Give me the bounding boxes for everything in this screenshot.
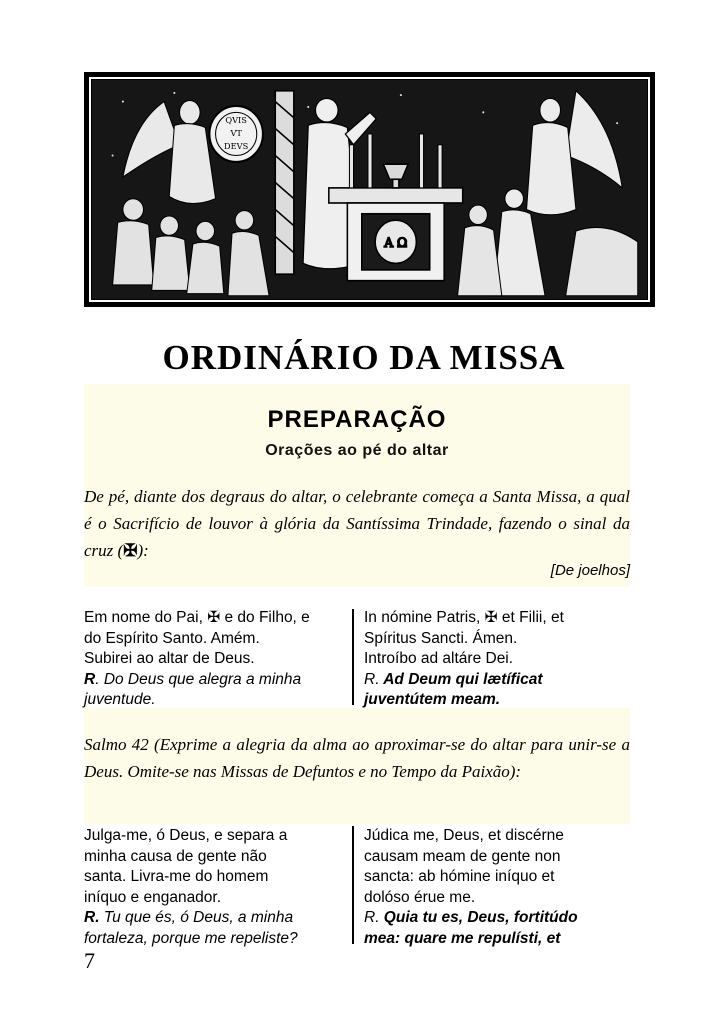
emblem-text-2: VT — [230, 127, 242, 139]
quis-ut-deus-emblem — [209, 106, 263, 162]
vernacular-line: Em nome do Pai, ✠ e do Filho, e — [84, 609, 310, 626]
vernacular-response-cont: juventude. — [84, 691, 156, 708]
vernacular-line: do Espírito Santo. Amém. — [84, 629, 260, 647]
page-title: ORDINÁRIO DA MISSA — [162, 338, 566, 377]
vernacular-response: R. Tu que és, ó Deus, a minha — [84, 909, 294, 926]
header-illustration — [84, 72, 655, 307]
vernacular-column-1 — [84, 608, 346, 711]
opening-rubric — [84, 483, 630, 564]
psalm-rubric: Salmo 42 (Exprime a alegria da alma ao aproximar-se do altar para unir-se a Deus. Omite-se nas Missas de Defuntos e no Tempo da Paixão): — [84, 735, 630, 781]
altar-scene-image — [92, 80, 647, 299]
altar-monogram: A Ω — [384, 234, 408, 251]
vernacular-response: R. Do Deus que alegra a minha — [84, 670, 302, 688]
vernacular-response-cont: fortaleza, porque me repeliste? — [84, 929, 298, 947]
latin-line: Introíbo ad altáre Dei. — [364, 650, 514, 667]
emblem-text-1: QVIS — [225, 114, 247, 126]
latin-line: sancta: ab hómine iníquo et — [364, 868, 555, 885]
latin-column-2 — [364, 826, 630, 949]
response-marker: R. — [84, 909, 100, 926]
latin-line: Júdica me, Deus, et discérne — [364, 827, 564, 844]
emblem-text-3: DEVS — [224, 140, 249, 152]
latin-response-cont: mea: quare me repulísti, et — [364, 929, 561, 947]
latin-column-1 — [364, 608, 630, 711]
latin-line: causam meam de gente non — [364, 847, 561, 865]
latin-line: In nómine Patris, ✠ et Filii, et — [364, 609, 564, 626]
section-subtitle: Orações ao pé do altar — [265, 442, 449, 459]
latin-line: dolóso érue me. — [364, 888, 476, 906]
vernacular-line: minha causa de gente não — [84, 847, 267, 865]
kneel-instruction: [De joelhos] — [550, 562, 630, 579]
vernacular-line: Subirei ao altar de Deus. — [84, 650, 255, 667]
altar-scene-svg — [92, 80, 647, 299]
response-marker: R. — [364, 670, 380, 688]
sign-of-cross-icon: ✠ — [123, 541, 138, 560]
response-marker: R. — [364, 909, 380, 926]
section-title: PREPARAÇÃO — [267, 406, 447, 433]
latin-response-cont: juventútem meam. — [364, 691, 501, 708]
latin-line: Spíritus Sancti. Ámen. — [364, 629, 518, 647]
column-divider — [352, 826, 354, 944]
latin-response: R. Ad Deum qui lætíficat — [364, 670, 543, 688]
vernacular-line: santa. Livra-me do homem — [84, 868, 269, 885]
page-number: 7 — [84, 948, 95, 973]
column-divider — [352, 609, 354, 705]
vernacular-column-2 — [84, 826, 346, 949]
vernacular-line: iníquo e enganador. — [84, 888, 222, 906]
vernacular-line: Julga-me, ó Deus, e separa a — [84, 827, 288, 844]
latin-response: R. Quia tu es, Deus, fortitúdo — [364, 909, 578, 926]
response-marker: R — [84, 670, 96, 688]
rubric-text-after: ): — [137, 541, 149, 560]
rubric-text-before: De pé, diante dos degraus do altar, o celebrante começa a Santa Missa, a qual é o Sacrifício de louvor à glória da Santíssima Trindade, fazendo o sinal da cruz ( — [84, 487, 630, 560]
